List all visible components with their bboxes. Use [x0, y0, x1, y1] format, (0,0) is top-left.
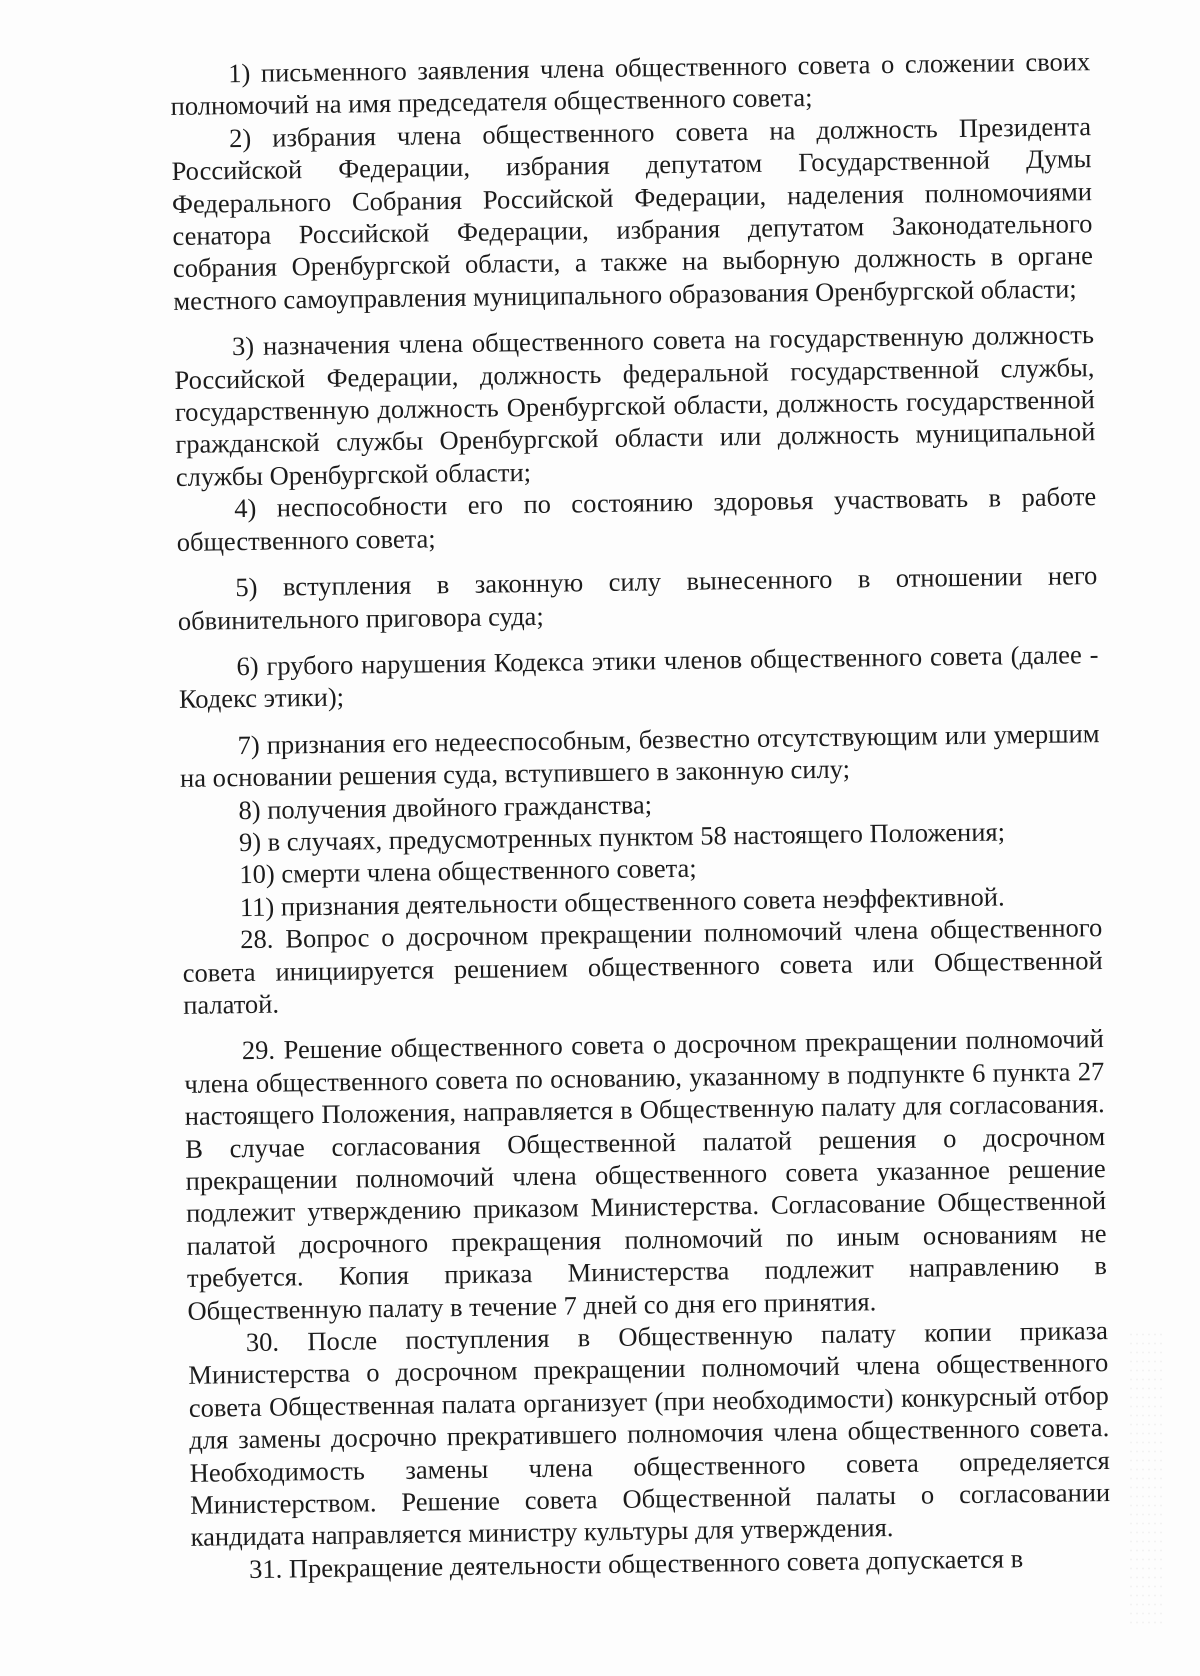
paragraph-item-6: 6) грубого нарушения Кодекса этики членов общественного совета (далее - Кодекс этики); [178, 639, 1099, 715]
paragraph-28: 28. Вопрос о досрочном прекращении полномочий члена общественного совета инициируется решением общественного совета или Общественной палатой. [182, 912, 1103, 1020]
paragraph-30: 30. После поступления в Общественную палату копии приказа Министерства о досрочном прекращении полномочий члена общественного совета Общественная палата организует (при необходимости) конкурсный отбор для замены досрочно прекратившего полномочия члена общественного совета. Необходимость замены члена общественного совета определяется Министерством. Решение совета Общественной палаты о согласовании кандидата направляется министру культуры для утверждения. [188, 1315, 1111, 1553]
paragraph-29: 29. Решение общественного совета о досрочном прекращении полномочий члена общественного совета по основанию, указанному в подпункте 6 пункта 27 настоящего Положения, направляется в Общественную палату для согласования. В случае согласования Общественной палатой решения о досрочном прекращении полномочий члена общественного совета указанное решение подлежит утверждению приказом Министерства. Согласование Общественной палатой досрочного прекращения полномочий по иным основаниям не требуется. Копия приказа Министерства подлежит направлению в Общественную палату в течение 7 дней со дня его принятия. [184, 1023, 1108, 1326]
paragraph-item-9: 9) в случаях, предусмотренных пунктом 58 настоящего Положения; [238, 816, 1006, 858]
paragraph-item-5: 5) вступления в законную силу вынесенного в отношении него обвинительного приговора суда; [177, 560, 1098, 636]
document-body [170, 45, 1111, 1586]
paragraph-item-10: 10) смерти члена общественного совета; [239, 853, 697, 890]
paragraph-item-4: 4) неспособности его по состоянию здоровья участвовать в работе общественного совета; [176, 481, 1097, 557]
paragraph-item-8: 8) получения двойного гражданства; [238, 788, 653, 825]
paragraph-item-11: 11) признания деятельности общественного совета неэффективной. [239, 881, 1005, 922]
paragraph-item-2: 2) избрания члена общественного совета на должность Президента Российской Федерации, избрания депутатом Государственной Думы Федерального Собрания Российской Федерации, наделения полномочиями сенатора Российской Федерации, избрания депутатом Законодательного собрания Оренбургской области, а также на выборную должность в органе местного самоуправления муниципального образования Оренбургской области; [171, 110, 1094, 316]
paragraph-item-7: 7) признания его недееспособным, безвестно отсутствующим или умершим на основании решения суда, вступившего в законную силу; [179, 717, 1100, 794]
scan-noise [1128, 1330, 1162, 1630]
paragraph-item-1: 1) письменного заявления члена общественного совета о сложении своих полномочий на имя председателя общественного совета; [170, 46, 1091, 122]
paragraph-item-3: 3) назначения члена общественного совета на государственную должность Российской Федерации, должность федеральной государственной службы, государственную должность Оренбургской области, должность государственной гражданской службы Оренбургской области или должность муниципальной службы Оренбургской области; [174, 319, 1096, 492]
paragraph-31: 31. Прекращение деятельности общественного совета допускается в [248, 1543, 1024, 1584]
